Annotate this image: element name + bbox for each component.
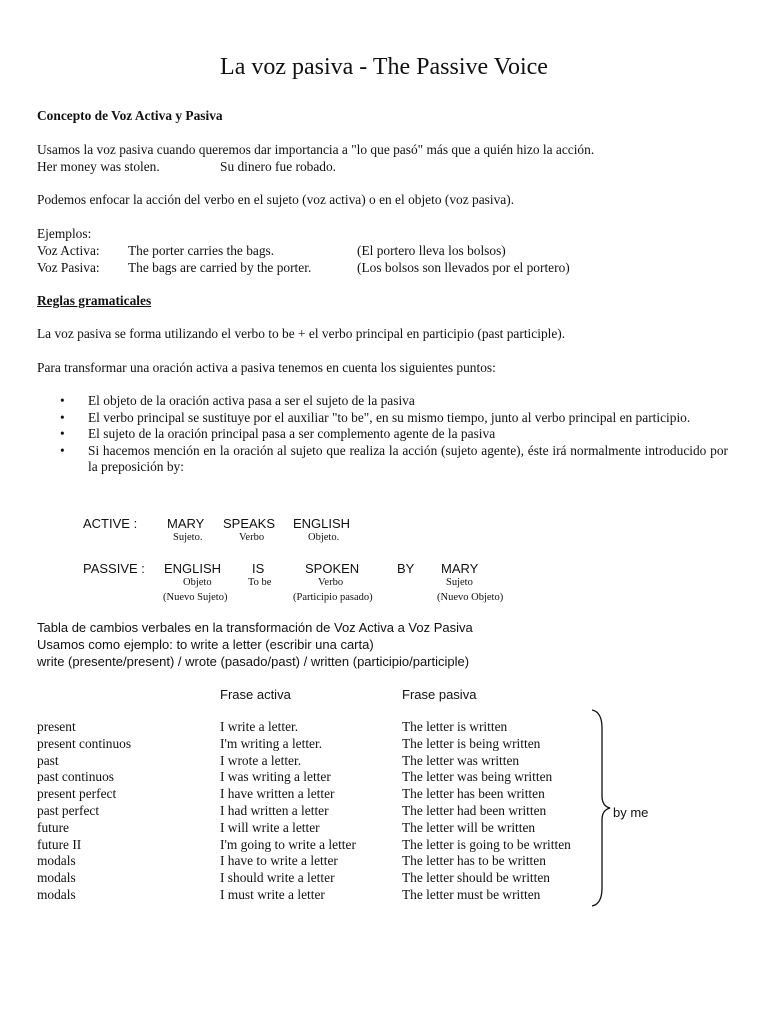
active-voice-translation: (El portero lleva los bolsos): [357, 243, 506, 258]
active-diagram-label: ACTIVE :: [83, 516, 138, 531]
example-spanish: Su dinero fue robado.: [220, 159, 337, 174]
passive-note-object: Objeto: [183, 577, 212, 588]
passive-note2-new-object: (Nuevo Objeto): [437, 592, 504, 603]
passive-note-subject: Sujeto: [446, 577, 473, 588]
by-me-label: by me: [613, 805, 649, 820]
passive-diagram-label: PASSIVE :: [83, 561, 145, 576]
active-cell: I had written a letter: [220, 802, 329, 818]
tense-cell: past: [37, 752, 59, 768]
active-note-object: Objeto.: [308, 532, 340, 543]
right-brace: [590, 708, 612, 908]
passive-voice-example: The bags are carried by the porter.: [128, 260, 312, 275]
passive-cell: The letter was being written: [402, 769, 553, 785]
active-cell: I'm writing a letter.: [220, 735, 323, 751]
tense-cell: present perfect: [37, 786, 117, 802]
paragraph-formation: La voz pasiva se forma utilizando el verbo to be + el verbo principal en participio (past participle).: [37, 326, 566, 341]
passive-word-tobe: IS: [252, 561, 265, 576]
active-cell: I was writing a letter: [220, 769, 331, 785]
tense-cell: modals: [37, 886, 76, 902]
passive-column: [402, 719, 571, 904]
tense-cell: past perfect: [37, 802, 100, 818]
list-item: • Si hacemos mención en la oración al sujeto que realiza la acción (sujeto agente), éste irá normalmente introducido por la preposición by:: [60, 443, 728, 476]
active-cell: I will write a letter: [220, 819, 320, 835]
tense-cell: future: [37, 819, 69, 835]
examples-label: Ejemplos:: [37, 226, 92, 241]
tense-column: [37, 719, 131, 904]
passive-word-verb: SPOKEN: [305, 561, 360, 576]
paragraph-transform: Para transformar una oración activa a pasiva tenemos en cuenta los siguientes puntos:: [37, 360, 496, 375]
section-heading-concepto: Concepto de Voz Activa y Pasiva: [37, 108, 223, 123]
paragraph-usamos: Usamos la voz pasiva cuando queremos dar importancia a "lo que pasó" más que a quién hizo la acción.: [37, 142, 595, 157]
active-word-verb: SPEAKS: [223, 516, 276, 531]
table-intro-line1: Tabla de cambios verbales en la transformación de Voz Activa a Voz Pasiva: [37, 620, 473, 635]
table-intro-line2: Usamos como ejemplo: to write a letter (escribir una carta): [37, 637, 374, 652]
list-item: • El objeto de la oración activa pasa a ser el sujeto de la pasiva: [60, 393, 728, 410]
passive-cell: The letter is written: [402, 719, 508, 734]
active-cell: I wrote a letter.: [220, 752, 302, 768]
active-note-subject: Sujeto.: [173, 532, 203, 543]
example-english: Her money was stolen.: [37, 159, 160, 174]
list-item: • El sujeto de la oración principal pasa a ser complemento agente de la pasiva: [60, 426, 728, 443]
passive-note-verb: Verbo: [318, 577, 344, 588]
active-cell: I'm going to write a letter: [220, 836, 356, 852]
passive-cell: The letter is going to be written: [402, 836, 571, 852]
active-cell: I have to write a letter: [220, 853, 338, 869]
passive-cell: The letter must be written: [402, 886, 541, 902]
column-header-active: Frase activa: [220, 687, 291, 702]
active-note-verb: Verbo: [239, 532, 265, 543]
list-item: • El verbo principal se sustituye por el auxiliar "to be", en su mismo tiempo, junto al verbo principal en participio.: [60, 410, 728, 427]
passive-word-by: BY: [397, 561, 415, 576]
passive-cell: The letter has been written: [402, 786, 545, 802]
passive-note-tobe: To be: [248, 577, 272, 588]
passive-note2-new-subject: (Nuevo Sujeto): [163, 592, 228, 603]
passive-cell: The letter is being written: [402, 735, 541, 751]
active-cell: I write a letter.: [220, 719, 299, 734]
passive-word-subject: ENGLISH: [164, 561, 222, 576]
passive-voice-translation: (Los bolsos son llevados por el portero): [357, 260, 570, 275]
passive-cell: The letter was written: [402, 752, 520, 768]
passive-note2-participle: (Participio pasado): [293, 592, 373, 603]
tense-cell: past continuos: [37, 769, 114, 785]
active-word-object: ENGLISH: [293, 516, 351, 531]
active-voice-example: The porter carries the bags.: [128, 243, 275, 258]
active-column: [220, 719, 356, 904]
active-cell: I should write a letter: [220, 870, 335, 886]
passive-cell: The letter will be written: [402, 819, 536, 835]
tense-cell: future II: [37, 836, 82, 852]
tense-cell: modals: [37, 870, 76, 886]
passive-cell: The letter should be written: [402, 870, 550, 886]
tense-cell: modals: [37, 853, 76, 869]
active-cell: I must write a letter: [220, 886, 325, 902]
section-heading-reglas: Reglas gramaticales: [37, 293, 152, 308]
passive-cell: The letter has to be written: [402, 853, 546, 869]
paragraph-podemos: Podemos enfocar la acción del verbo en el sujeto (voz activa) o en el objeto (voz pasiva).: [37, 192, 515, 207]
page-title: La voz pasiva - The Passive Voice: [220, 54, 548, 80]
tense-cell: present continuos: [37, 735, 132, 751]
column-header-passive: Frase pasiva: [402, 687, 477, 702]
active-word-subject: MARY: [167, 516, 205, 531]
passive-word-agent: MARY: [441, 561, 479, 576]
tense-cell: present: [37, 719, 76, 734]
passive-voice-label: Voz Pasiva:: [37, 260, 100, 275]
active-voice-label: Voz Activa:: [37, 243, 100, 258]
active-cell: I have written a letter: [220, 786, 335, 802]
table-intro-line3: write (presente/present) / wrote (pasado/past) / written (participio/participle): [37, 654, 470, 669]
rules-list: [60, 393, 728, 476]
passive-cell: The letter had been written: [402, 802, 547, 818]
